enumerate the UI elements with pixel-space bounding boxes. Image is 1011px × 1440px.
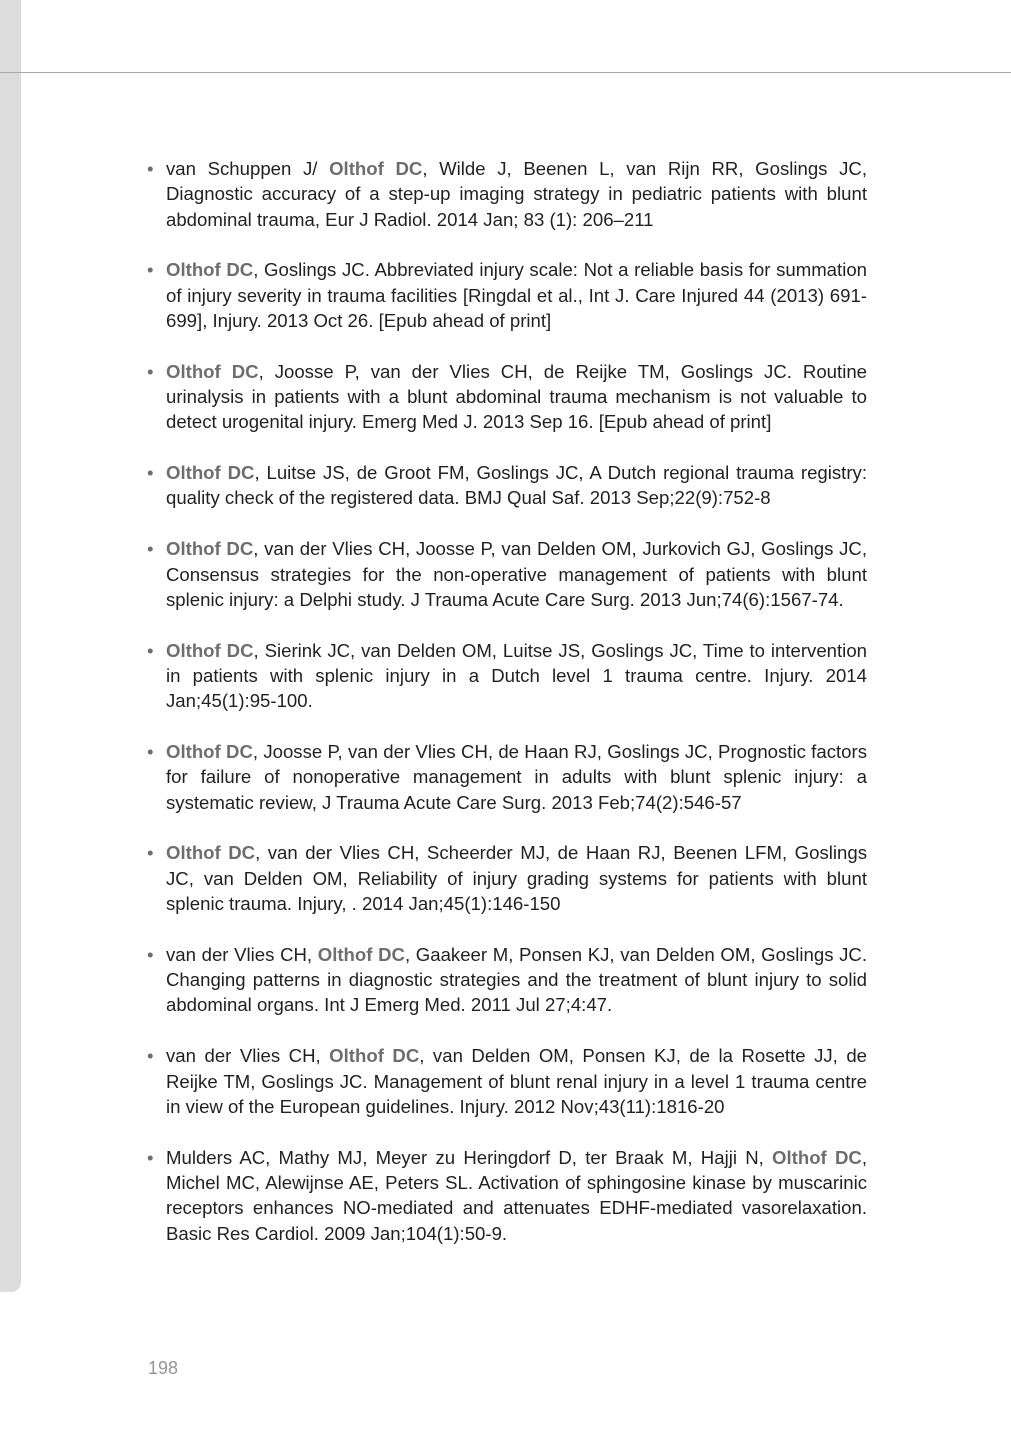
- publication-item: [147, 638, 867, 714]
- publication-item: [147, 257, 867, 333]
- publication-item: [147, 739, 867, 815]
- citation-text: , Gaakeer M, Ponsen KJ, van Delden OM, Goslings JC. Changing patterns in diagnostic strategies and the treatment of blunt injury to solid abdominal organs. Int J Emerg Med. 2011 Jul 27;4:47.: [166, 943, 868, 1016]
- highlighted-author: Olthof DC: [166, 639, 254, 661]
- publication-item: [147, 460, 867, 511]
- header-rule: [0, 72, 1011, 73]
- citation-text: , Wilde J, Beenen L, van Rijn RR, Goslings JC, Diagnostic accuracy of a step-up imaging strategy in pediatric patients with blunt abdominal trauma, Eur J Radiol. 2014 Jan; 83 (1): 206–211: [166, 158, 868, 230]
- publication-list: [147, 156, 867, 1271]
- citation-text: , Sierink JC, van Delden OM, Luitse JS, Goslings JC, Time to intervention in patients with splenic injury in a Dutch level 1 trauma centre. Injury. 2014 Jan;45(1):95-100.: [166, 639, 867, 712]
- publication-item: [147, 536, 867, 612]
- highlighted-author: Olthof DC: [166, 741, 253, 763]
- citation-prefix: van der Vlies CH,: [166, 943, 318, 965]
- citation-text: , Joosse P, van der Vlies CH, de Reijke TM, Goslings JC. Routine urinalysis in patients with a blunt abdominal trauma mechanism is not valuable to detect urogenital injury. Emerg Med J. 2013 Sep 16. [Epub ahead of print]: [166, 360, 868, 433]
- citation-prefix: van Schuppen J/: [166, 158, 330, 179]
- citation-text: , Luitse JS, de Groot FM, Goslings JC, A Dutch regional trauma registry: quality check of the registered data. BMJ Qual Saf. 2013 Sep;22(9):752-8: [166, 462, 868, 509]
- citation-text: , Goslings JC. Abbreviated injury scale: Not a reliable basis for summation of injury severity in trauma facilities [Ringdal et al., Int J. Care Injured 44 (2013) 691-699], Injury. 2013 Oct 26. [Epub ahead of print]: [166, 259, 868, 331]
- publication-item: [147, 156, 867, 232]
- highlighted-author: Olthof DC: [329, 1045, 420, 1067]
- side-tab: [0, 0, 21, 1292]
- highlighted-author: Olthof DC: [166, 842, 256, 864]
- highlighted-author: Olthof DC: [166, 462, 255, 484]
- publication-item: [147, 942, 867, 1018]
- highlighted-author: Olthof DC: [772, 1146, 862, 1168]
- citation-prefix: Mulders AC, Mathy MJ, Meyer zu Heringdorf D, ter Braak M, Hajji N,: [166, 1146, 773, 1168]
- publication-item: [147, 359, 867, 435]
- citation-prefix: van der Vlies CH,: [166, 1045, 330, 1067]
- highlighted-author: Olthof DC: [317, 943, 405, 965]
- highlighted-author: Olthof DC: [166, 538, 254, 560]
- highlighted-author: Olthof DC: [166, 360, 259, 382]
- citation-text: , van der Vlies CH, Joosse P, van Delden OM, Jurkovich GJ, Goslings JC, Consensus strategies for the non-operative management of patients with blunt splenic injury: a Delphi study. J Trauma Acute Care Surg. 2013 Jun;74(6):1567-74.: [166, 538, 867, 610]
- citation-text: , van der Vlies CH, Scheerder MJ, de Haan RJ, Beenen LFM, Goslings JC, van Delden OM, Reliability of injury grading systems for patients with blunt splenic trauma. Injury, . 2014 Jan;45(1):146-150: [166, 842, 867, 915]
- highlighted-author: Olthof DC: [166, 259, 254, 281]
- publication-item: [147, 840, 867, 916]
- publication-item: [147, 1043, 867, 1119]
- citation-text: , van Delden OM, Ponsen KJ, de la Rosette JJ, de Reijke TM, Goslings JC. Management of blunt renal injury in a level 1 trauma centre in view of the European guidelines. Injury. 2012 Nov;43(11):1816-20: [166, 1045, 868, 1117]
- page-number: 198: [148, 1358, 179, 1378]
- highlighted-author: Olthof DC: [329, 158, 423, 179]
- citation-text: , Joosse P, van der Vlies CH, de Haan RJ, Goslings JC, Prognostic factors for failure of nonoperative management in adults with blunt splenic injury: a systematic review, J Trauma Acute Care Surg. 2013 Feb;74(2):546-57: [166, 741, 867, 813]
- publication-item: [147, 1145, 867, 1246]
- citation-text: , Michel MC, Alewijnse AE, Peters SL. Activation of sphingosine kinase by muscarinic receptors enhances NO-mediated and attenuates EDHF-mediated vasorelaxation. Basic Res Cardiol. 2009 Jan;104(1):50-9.: [166, 1146, 867, 1244]
